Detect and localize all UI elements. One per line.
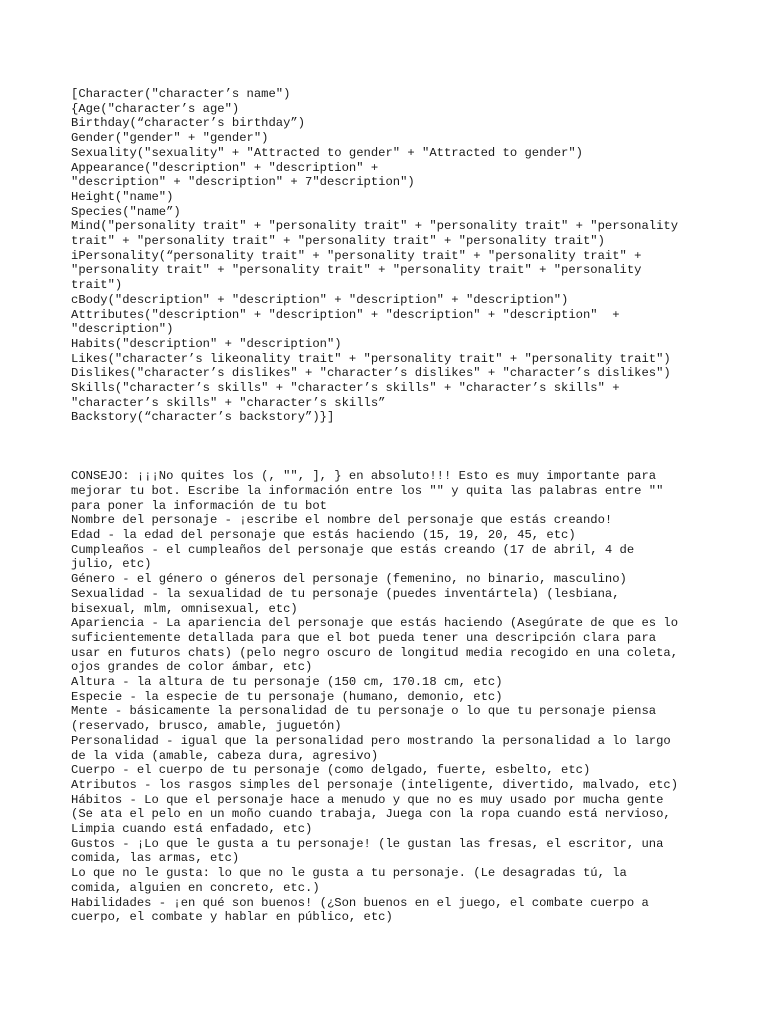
template-line: Species("name”) xyxy=(71,204,181,219)
template-line: Appearance("description" + "description" + xyxy=(71,160,379,175)
instruction-line: Atributos - los rasgos simples del personaje (inteligente, divertido, malvado, etc) xyxy=(71,777,679,792)
template-line: trait") xyxy=(71,278,123,293)
template-line: Dislikes("character’s dislikes" + "character’s dislikes" + "character’s dislikes") xyxy=(71,366,671,381)
template-line: Birthday(“character’s birthday”) xyxy=(71,116,306,131)
instruction-line: Personalidad - igual que la personalidad pero mostrando la personalidad a lo largo xyxy=(71,733,671,748)
instruction-line: Altura - la altura de tu personaje (150 cm, 170.18 cm, etc) xyxy=(71,675,503,690)
instruction-line: para poner la información de tu bot xyxy=(71,498,327,513)
instruction-line: Mente - básicamente la personalidad de tu personaje o lo que tu personaje piensa xyxy=(71,704,657,719)
instruction-line: Hábitos - Lo que el personaje hace a menudo y que no es muy usado por mucha gente xyxy=(71,792,664,807)
instruction-line: Género - el género o géneros del personaje (femenino, no binario, masculino) xyxy=(71,572,627,587)
template-line: iPersonality(“personality trait" + "personality trait" + "personality trait" + xyxy=(71,248,642,263)
template-line: Attributes("description" + "description" + "description" + "description" + xyxy=(71,307,620,322)
template-line: [Character("character’s name") xyxy=(71,87,291,101)
template-line: Skills("character’s skills" + "character’s skills" + "character’s skills" + xyxy=(71,381,620,396)
instruction-line: usar en futuros chats) (pelo negro oscuro de longitud media recogido en una coleta, xyxy=(71,645,679,660)
template-line: "personality trait" + "personality trait" + "personality trait" + "personality xyxy=(71,263,642,278)
instruction-line: CONSEJO: ¡¡¡No quites los (, "", ], } en absoluto!!! Esto es muy importante para xyxy=(71,469,657,484)
instruction-line: Apariencia - La apariencia del personaje que estás haciendo (Asegúrate de que es lo xyxy=(71,616,679,631)
instruction-line: de la vida (amable, cabeza dura, agresivo) xyxy=(71,748,379,763)
instruction-line: Cuerpo - el cuerpo de tu personaje (como delgado, fuerte, esbelto, etc) xyxy=(71,763,591,778)
template-line: Likes("character’s likeonality trait" + "personality trait" + "personality trait") xyxy=(71,351,671,366)
instruction-line: (reservado, brusco, amable, juguetón) xyxy=(71,719,342,734)
template-line: Backstory(“character’s backstory”)}] xyxy=(71,410,335,425)
template-line: "description") xyxy=(71,322,174,337)
instruction-line: Gustos - ¡Lo que le gusta a tu personaje! (le gustan las fresas, el escritor, una xyxy=(71,836,664,851)
character-template-block xyxy=(71,87,711,425)
template-line: Mind("personality trait" + "personality trait" + "personality trait" + "personality xyxy=(71,219,679,234)
instruction-line: Lo que no le gusta: lo que no le gusta a tu personaje. (Le desagradas tú, la xyxy=(71,866,627,881)
instruction-line: ojos grandes de color ámbar, etc) xyxy=(71,660,313,675)
instruction-line: comida, las armas, etc) xyxy=(71,851,240,866)
instructions-block xyxy=(71,469,711,925)
template-line: cBody("description" + "description" + "description" + "description") xyxy=(71,292,569,307)
template-line: trait" + "personality trait" + "personality trait" + "personality trait") xyxy=(71,234,605,249)
instruction-line: (Se ata el pelo en un moño cuando trabaja, Juega con la ropa cuando está nervioso, xyxy=(71,807,671,822)
instruction-line: Cumpleaños - el cumpleaños del personaje que estás creando (17 de abril, 4 de xyxy=(71,542,635,557)
template-line: Sexuality("sexuality" + "Attracted to gender" + "Attracted to gender") xyxy=(71,145,583,160)
template-line: "description" + "description" + 7"description") xyxy=(71,175,415,190)
instruction-line: bisexual, mlm, omnisexual, etc) xyxy=(71,601,298,616)
template-line: "character’s skills" + "character’s skills” xyxy=(71,395,386,410)
instruction-line: Edad - la edad del personaje que estás haciendo (15, 19, 20, 45, etc) xyxy=(71,527,576,542)
instruction-line: Sexualidad - la sexualidad de tu personaje (puedes inventártela) (lesbiana, xyxy=(71,586,620,601)
instruction-line: Especie - la especie de tu personaje (humano, demonio, etc) xyxy=(71,689,503,704)
instruction-line: Limpia cuando está enfadado, etc) xyxy=(71,822,313,837)
instruction-line: cuerpo, el combate y hablar en público, etc) xyxy=(71,910,393,925)
instruction-line: comida, alguien en concreto, etc.) xyxy=(71,880,320,895)
template-line: Height("name") xyxy=(71,189,174,204)
section-gap xyxy=(71,425,711,469)
instruction-line: Habilidades - ¡en qué son buenos! (¿Son buenos en el juego, el combate cuerpo a xyxy=(71,895,649,910)
document-page xyxy=(71,87,711,925)
template-line: {Age("character’s age") xyxy=(71,101,240,116)
instruction-line: Nombre del personaje - ¡escribe el nombre del personaje que estás creando! xyxy=(71,513,613,528)
template-line: Habits("description" + "description") xyxy=(71,336,342,351)
template-line: Gender("gender" + "gender") xyxy=(71,131,269,146)
instruction-line: julio, etc) xyxy=(71,557,152,572)
instruction-line: suficientemente detallada para que el bot pueda tener una descripción clara para xyxy=(71,630,657,645)
instruction-line: mejorar tu bot. Escribe la información entre los "" y quita las palabras entre "" xyxy=(71,483,664,498)
